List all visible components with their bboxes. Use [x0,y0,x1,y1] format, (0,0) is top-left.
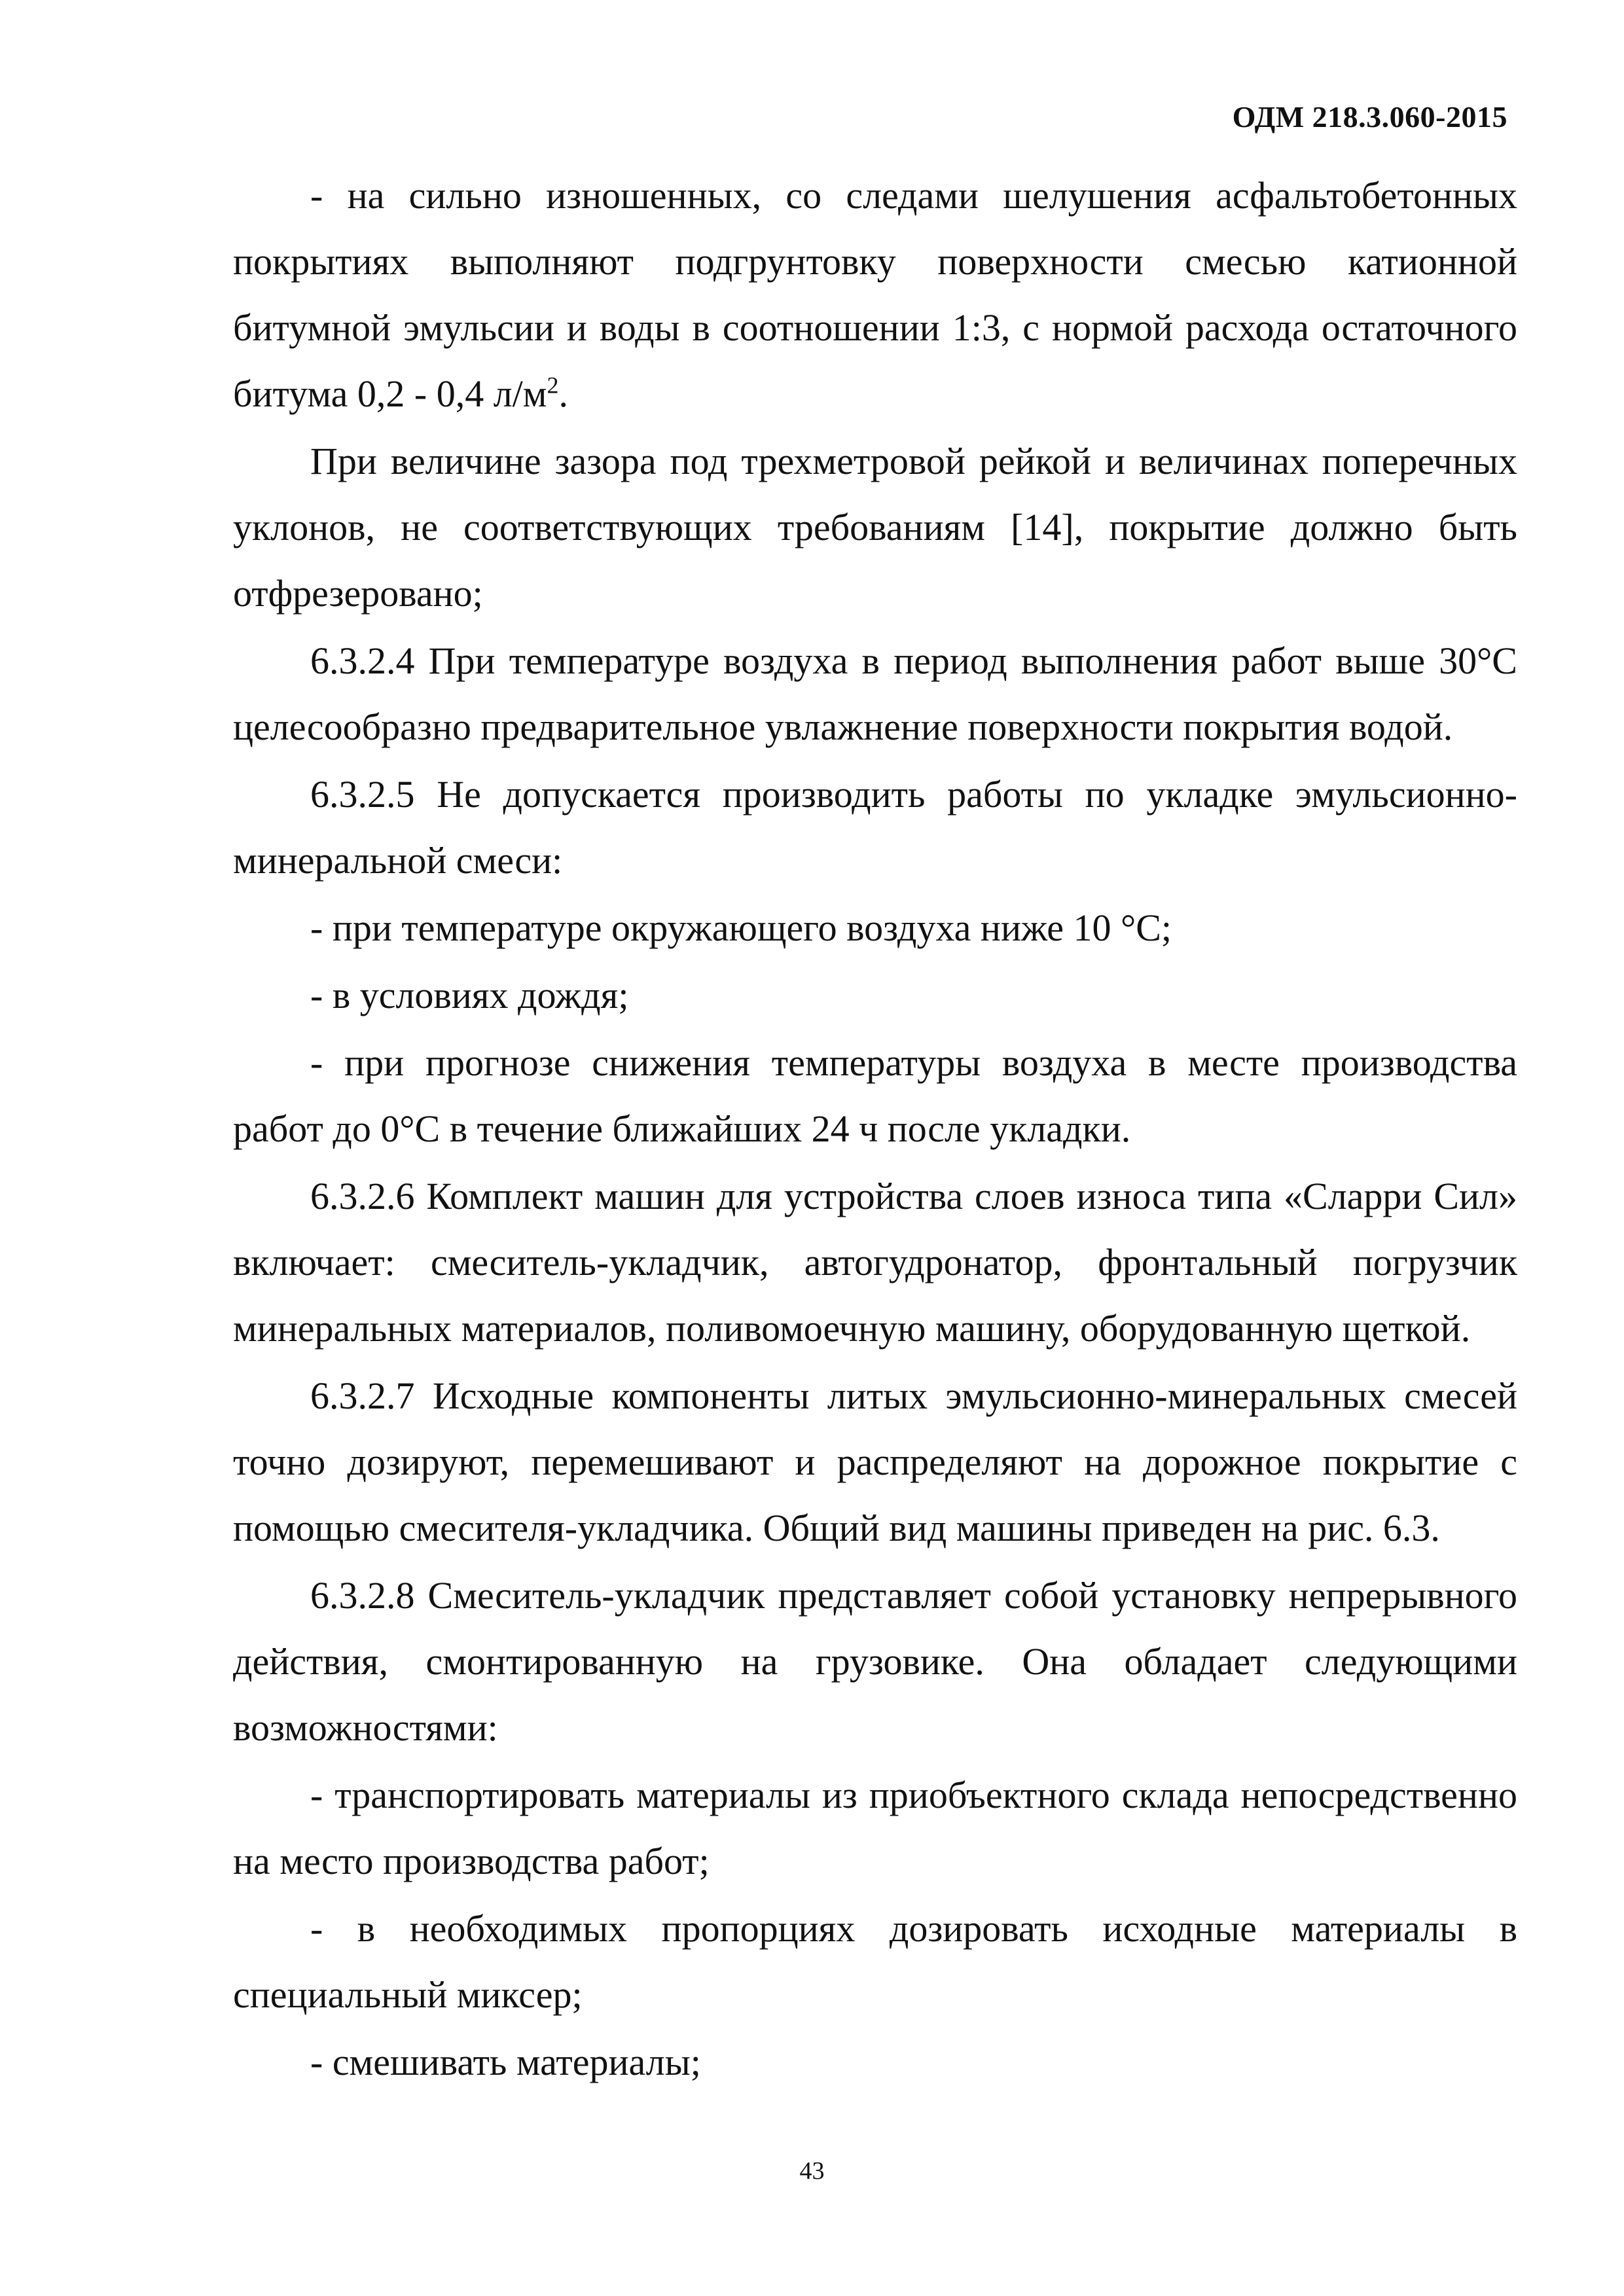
document-body [233,162,1517,2096]
list-item-rain: - в условиях дождя; [310,974,629,1016]
page-number: 43 [799,2157,825,2185]
paragraph-text: - на сильно изношенных, со следами шелушения асфальтобетонных покрытиях выполняют подгрунтовку поверхности смесью катионной битумной эмульсии и воды в соотношении 1:3, с нормой расхода остаточного битума 0,2 - 0,4 л/м [233,174,1517,415]
paragraph-6-3-2-6: 6.3.2.6 Комплект машин для устройства слоев износа типа «Сларри Сил» включает: смеситель-укладчик, автогудронатор, фронтальный погрузчик минеральных материалов, поливомоечную машину, оборудованную щеткой. [233,1175,1517,1350]
paragraph-6-3-2-8: 6.3.2.8 Смеситель-укладчик представляет собой установку непрерывного действия, смонтированную на грузовике. Она обладает следующими возможностями: [233,1574,1517,1749]
list-item-forecast: - при прогнозе снижения температуры воздуха в месте производства работ до 0°С в течение ближайших 24 ч после укладки. [233,1041,1517,1150]
paragraph-6-3-2-5: 6.3.2.5 Не допускается производить работы по укладке эмульсионно-минеральной смеси: [233,773,1517,882]
paragraph-milling-requirement: При величине зазора под трехметровой рейкой и величинах поперечных уклонов, не соответствующих требованиям [14], покрытие должно быть отфрезеровано; [233,440,1517,615]
list-item-temperature: - при температуре окружающего воздуха ниже 10 °С; [310,906,1172,949]
document-code-header: ОДМ 218.3.060-2015 [1232,100,1507,134]
paragraph-6-3-2-7: 6.3.2.7 Исходные компоненты литых эмульсионно-минеральных смесей точно дозируют, перемешивают и распределяют на дорожное покрытие с помощью смесителя-укладчика. Общий вид машины приведен на рис. 6.3. [233,1374,1517,1549]
unit-exponent: 2 [547,372,559,399]
paragraph-tail: . [558,372,568,415]
paragraph-6-3-2-4: 6.3.2.4 При температуре воздуха в период выполнения работ выше 30°С целесообразно предварительное увлажнение поверхности покрытия водой. [233,639,1517,748]
list-item-dosing: - в необходимых пропорциях дозировать исходные материалы в специальный миксер; [233,1907,1517,2016]
list-item-transport: - транспортировать материалы из приобъектного склада непосредственно на место производства работ; [233,1774,1517,1882]
paragraph-primer-worn-surfaces [233,162,1517,427]
list-item-mixing: - смешивать материалы; [310,2041,701,2083]
